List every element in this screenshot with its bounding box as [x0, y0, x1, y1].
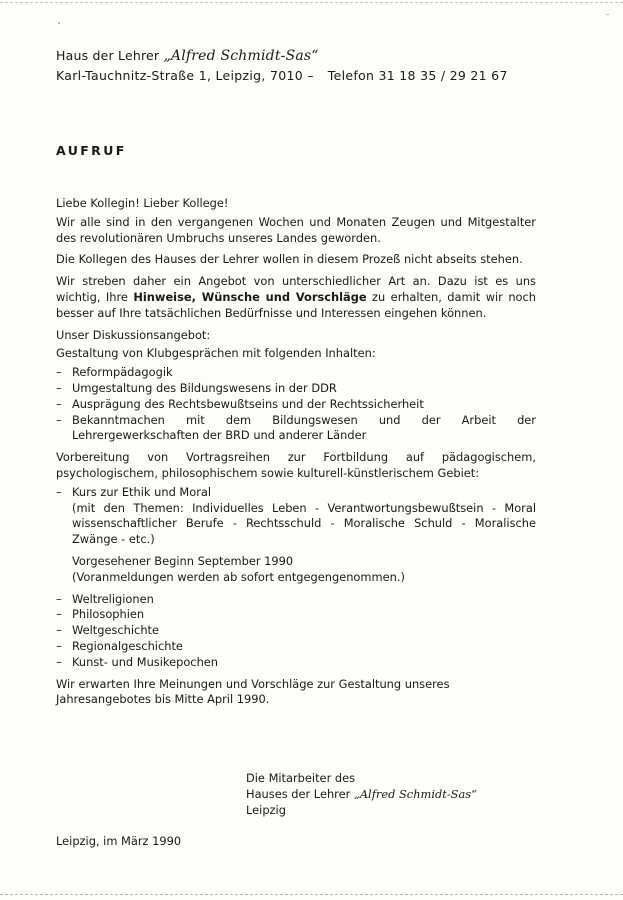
page-edge-top — [0, 2, 623, 4]
list-item: – Kunst- und Musikepochen — [56, 655, 536, 671]
scan-speck — [58, 22, 60, 24]
signature-block — [246, 771, 477, 818]
letterhead-prefix: Haus der Lehrer — [56, 48, 164, 63]
paragraph-process: Die Kollegen des Hauses der Lehrer wollen in diesem Prozeß nicht abseits stehen. — [56, 252, 523, 267]
signature-institution-name: „Alfred Schmidt-Sas“ — [353, 786, 477, 801]
ethics-course-title: Kurs zur Ethik und Moral — [72, 484, 212, 499]
list-item: – Bekanntmachen mit dem Bildungswesen und der Arbeit der Lehrergewerkschaften der BRD und anderer Länder — [56, 413, 536, 445]
list-item: – Weltgeschichte — [56, 623, 536, 639]
letterhead-address: Karl-Tauchnitz-Straße 1, Leipzig, 7010 – — [56, 68, 314, 83]
list-item: – Philosophien — [56, 607, 536, 623]
club-topics-list — [56, 365, 536, 444]
planned-start: Vorgesehener Beginn September 1990 — [72, 553, 294, 568]
preregistration-note: (Voranmeldungen werden ab sofort entgegengenommen.) — [72, 569, 405, 584]
closing-paragraph: Wir erwarten Ihre Meinungen und Vorschläge zur Gestaltung unseres Jahresangebotes bis Mitte April 1990. — [56, 676, 450, 707]
signature-line: Leipzig — [246, 802, 286, 817]
greeting: Liebe Kollegin! Lieber Kollege! — [56, 196, 229, 210]
paragraph-intro: Wir alle sind in den vergangenen Wochen und Monaten Zeugen und Mitgestalter des revolutionären Umbruchs unseres Landes geworden. — [56, 214, 536, 245]
signature-line: Die Mitarbeiter des — [246, 771, 356, 785]
club-intro: Gestaltung von Klubgesprächen mit folgenden Inhalten: — [56, 346, 376, 361]
emphasis-text: Hinweise, Wünsche und Vorschläge — [133, 289, 367, 304]
letterhead-contact — [56, 67, 576, 85]
list-item: – Regionalgeschichte — [56, 639, 536, 655]
scan-speck — [606, 14, 609, 15]
page-edge-bottom — [0, 894, 623, 896]
letterhead-institution — [56, 47, 576, 65]
ethics-course-topics: (mit den Themen: Individuelles Leben - Verantwortungsbewußtsein - Moral wissenschaftlicher Berufe - Rechtsschuld - Moralische Schuld - Moralische Zwänge - etc.) — [72, 500, 536, 547]
letter-body — [56, 196, 536, 708]
letterhead — [56, 47, 576, 85]
ethics-course-list — [56, 485, 536, 548]
letterhead-name: „Alfred Schmidt-Sas“ — [163, 48, 319, 64]
list-item: – Reformpädagogik — [56, 365, 536, 381]
lecture-intro: Vorbereitung von Vortragsreihen zur Fortbildung auf pädagogischem, psychologischem, philosophischem sowie kulturell-künstlerischem Gebiet: — [56, 450, 536, 480]
list-item: – Ausprägung des Rechtsbewußtseins und der Rechtssicherheit — [56, 397, 536, 413]
letterhead-telephone: Telefon 31 18 35 / 29 21 67 — [327, 68, 508, 83]
offer-heading: Unser Diskussionsangebot: — [56, 327, 211, 342]
paragraph-offer: Wir streben daher ein Angebot von unterschiedlicher Art an. Dazu ist es uns wichtig, Ihre Hinweise, Wünsche und Vorschläge zu erhalten, damit wir noch besser auf Ihre tatsächlichen Bedürfnisse und Interessen eingehen können. — [56, 274, 536, 320]
place-and-date: Leipzig, im März 1990 — [56, 834, 182, 848]
list-item — [56, 485, 536, 548]
list-item: – Weltreligionen — [56, 592, 536, 608]
lecture-topics-list — [56, 592, 536, 671]
signature-line: Hauses der Lehrer „Alfred Schmidt-Sas“ — [246, 786, 477, 801]
document-title: AUFRUF — [56, 143, 127, 158]
list-item: – Umgestaltung des Bildungswesens in der DDR — [56, 381, 536, 397]
